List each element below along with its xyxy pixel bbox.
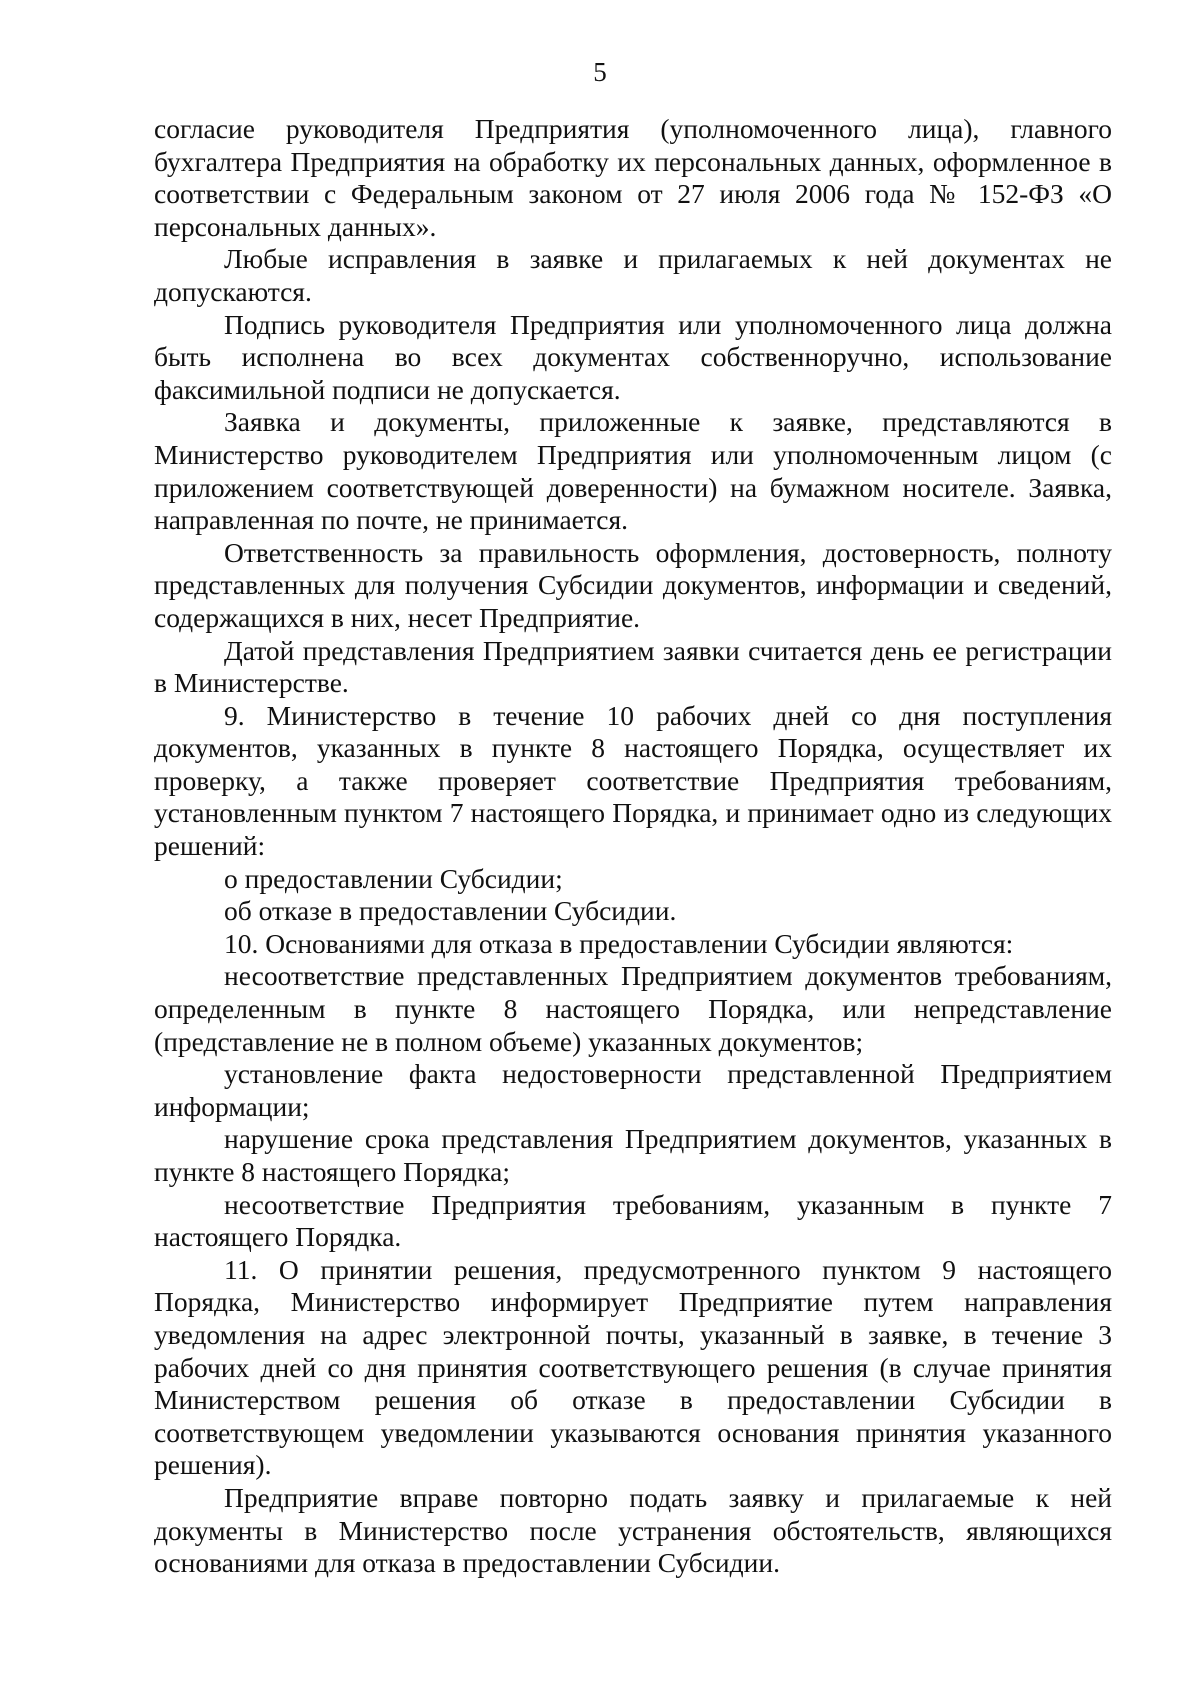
page-number: 5 — [593, 57, 607, 87]
paragraph-refusal-reason-documents: несоответствие представленных Предприятием документов требованиям, определенным в пункте 8 настоящего Порядка, или непредставление (представление не в полном объеме) указанных документов; — [154, 960, 1112, 1057]
paragraph-resubmission: Предприятие вправе повторно подать заявку и прилагаемые к ней документы в Министерство после устранения обстоятельств, являющихся основаниями для отказа в предоставлении Субсидии. — [154, 1481, 1112, 1579]
paragraph-decision-refusal: об отказе в предоставлении Субсидии. — [224, 895, 677, 927]
paragraph-decision-grant: о предоставлении Субсидии; — [224, 862, 563, 894]
paragraph-no-corrections: Любые исправления в заявке и прилагаемых к ней документах не допускаются. — [154, 243, 1112, 307]
paragraph-submission-date: Датой представления Предприятием заявки считается день ее регистрации в Министерстве. — [154, 634, 1112, 699]
document-body — [154, 113, 1112, 1580]
paragraph-item-11: 11. О принятии решения, предусмотренного пунктом 9 настоящего Порядка, Министерство информирует Предприятие путем направления уведомления на адрес электронной почты, указанный в заявке, в течение 3 рабочих дней со дня принятия соответствующего решения (в случае принятия Министерством решения об отказе в предоставлении Субсидии в соответствующем уведомлении указываются основания принятия указанного решения). — [154, 1253, 1112, 1481]
paragraph-refusal-reason-inaccuracy: установление факта недостоверности представленной Предприятием информации; — [154, 1058, 1112, 1122]
paragraph-refusal-reason-deadline: нарушение срока представления Предприятием документов, указанных в пункте 8 настоящего Порядка; — [154, 1123, 1112, 1187]
paragraph-submission: Заявка и документы, приложенные к заявке, представляются в Министерство руководителем Предприятия или уполномоченным лицом (с приложением соответствующей доверенности) на бумажном носителе. Заявка, направленная по почте, не принимается. — [154, 406, 1112, 536]
paragraph-signature: Подпись руководителя Предприятия или уполномоченного лица должна быть исполнена во всех документах собственноручно, использование факсимильной подписи не допускается. — [154, 308, 1112, 405]
paragraph-refusal-reason-requirements: несоответствие Предприятия требованиям, указанным в пункте 7 настоящего Порядка. — [154, 1188, 1112, 1253]
paragraph-item-10: 10. Основаниями для отказа в предоставлении Субсидии являются: — [224, 927, 1014, 959]
paragraph-consent: согласие руководителя Предприятия (уполномоченного лица), главного бухгалтера Предприятия на обработку их персональных данных, оформленное в соответствии с Федеральным законом от 27 июля 2006 года № 152-ФЗ «О персональных данных». — [154, 113, 1112, 242]
paragraph-item-9: 9. Министерство в течение 10 рабочих дней со дня поступления документов, указанных в пункте 8 настоящего Порядка, осуществляет их проверку, а также проверяет соответствие Предприятия требованиям, установленным пунктом 7 настоящего Порядка, и принимает одно из следующих решений: — [154, 699, 1112, 862]
paragraph-responsibility: Ответственность за правильность оформления, достоверность, полноту представленных для получения Субсидии документов, информации и сведений, содержащихся в них, несет Предприятие. — [154, 536, 1112, 633]
